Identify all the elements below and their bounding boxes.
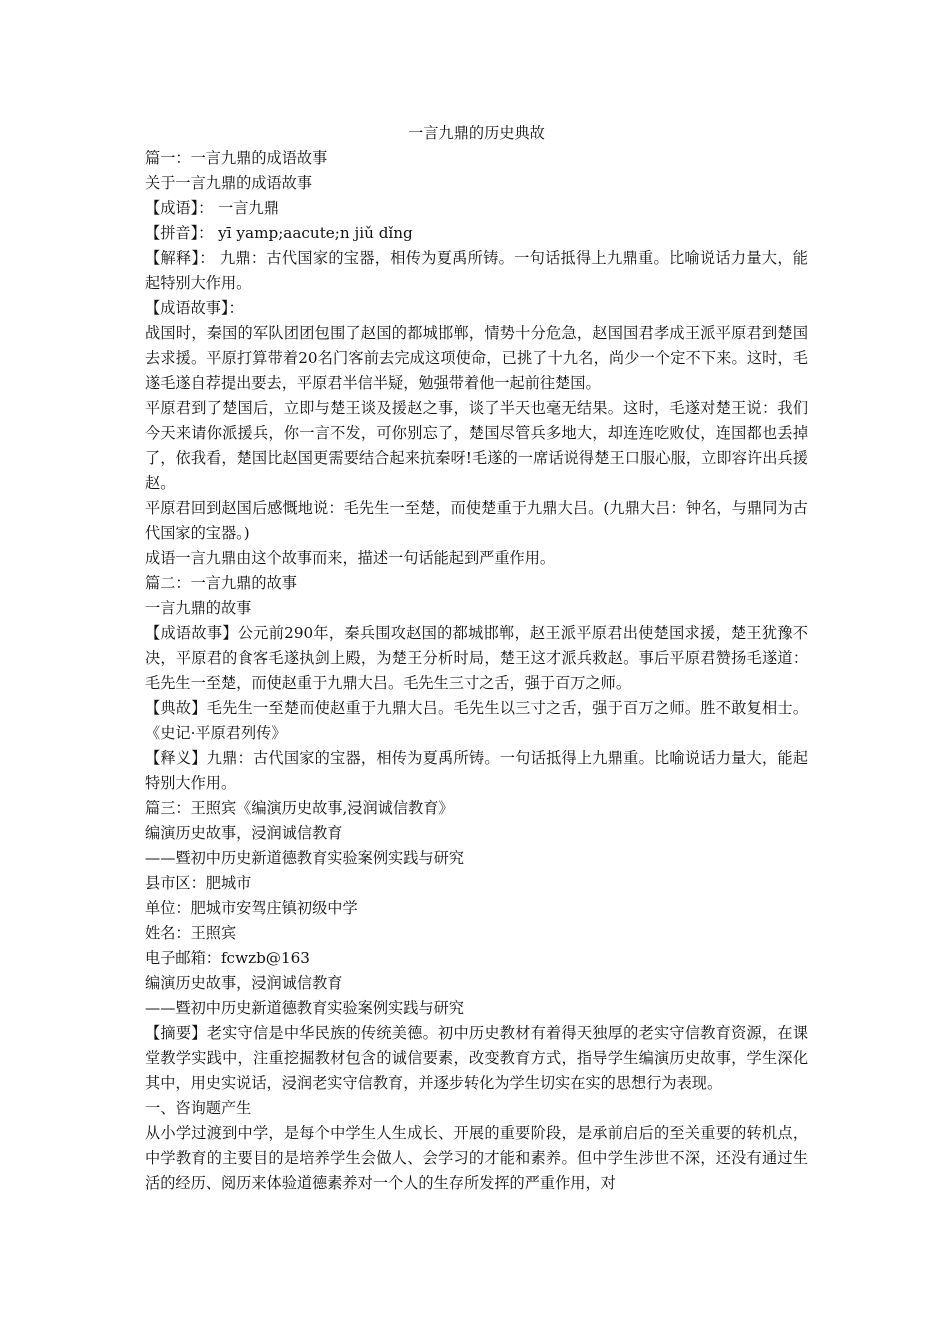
paragraph: 电子邮箱：fcwzb@163 xyxy=(145,949,310,967)
paragraph: 【拼音】： yī yamp;aacute;n jiǔ dǐng xyxy=(145,224,413,242)
paragraph: 平原君到了楚国后，立即与楚王谈及援赵之事，谈了半天也毫无结果。这时，毛遂对楚王说：我们今天来请你派援兵，你一言不发，可你别忘了，楚国尽管兵多地大，却连连吃败仗，连国都也丢掉了，依我看，楚国比赵国更需要结合起来抗秦呀!毛遂的一席话说得楚王口服心服，立即容许出兵援赵。 xyxy=(145,399,808,492)
paragraph: 从小学过渡到中学，是每个中学生人生成长、开展的重要阶段，是承前启后的至关重要的转机点，中学教育的主要目的是培养学生会做人、会学习的才能和素养。但中学生涉世不深，还没有通过生活的经历、阅历来体验道德素养对一个人的生存所发挥的严重作用，对 xyxy=(145,1124,808,1192)
paragraph: 编演历史故事，浸润诚信教育 xyxy=(145,974,343,992)
paragraph: 关于一言九鼎的成语故事 xyxy=(145,174,313,192)
paragraph: 战国时，秦国的军队团团包围了赵国的都城邯郸，情势十分危急，赵国国君孝成王派平原君到楚国去求援。平原打算带着20名门客前去完成这项使命，已挑了十九名，尚少一个定不下来。这时，毛遂毛遂自荐提出要去，平原君半信半疑，勉强带着他一起前往楚国。 xyxy=(145,324,808,392)
paragraph: 成语一言九鼎由这个故事而来，描述一句话能起到严重作用。 xyxy=(145,549,556,567)
paragraph: 【摘要】老实守信是中华民族的传统美德。初中历史教材有着得天独厚的老实守信教育资源，在课堂教学实践中，注重挖掘教材包含的诚信要素，改变教育方式，指导学生编演历史故事，学生深化其中，用史实说话，浸润老实守信教育，并逐步转化为学生切实在实的思想行为表现。 xyxy=(145,1024,808,1092)
paragraph: 一言九鼎的故事 xyxy=(145,599,252,617)
paragraph: 平原君回到赵国后感慨地说：毛先生一至楚，而使楚重于九鼎大吕。(九鼎大吕：钟名，与鼎同为古代国家的宝器。) xyxy=(145,499,808,542)
paragraph: 篇二：一言九鼎的故事 xyxy=(145,574,297,592)
paragraph: 篇三：王照宾《编演历史故事,浸润诚信教育》 xyxy=(145,799,454,817)
paragraph: 【成语】： 一言九鼎 xyxy=(145,199,279,217)
document-page xyxy=(145,121,808,1196)
paragraph: 【解释】： 九鼎：古代国家的宝器，相传为夏禹所铸。一句话抵得上九鼎重。比喻说话力量大，能起特别大作用。 xyxy=(145,249,808,292)
paragraph: 【典故】毛先生一至楚而使赵重于九鼎大吕。毛先生以三寸之舌，强于百万之师。胜不敢复相士。 《史记·平原君列传》 xyxy=(145,699,808,742)
paragraph: 【释义】九鼎：古代国家的宝器，相传为夏禹所铸。一句话抵得上九鼎重。比喻说话力量大，能起特别大作用。 xyxy=(145,749,808,792)
paragraph: ——暨初中历史新道德教育实验案例实践与研究 xyxy=(145,849,464,867)
document-title: 一言九鼎的历史典故 xyxy=(408,124,545,142)
document-body xyxy=(145,146,808,1196)
paragraph: 一、咨询题产生 xyxy=(145,1099,252,1117)
paragraph: 【成语故事】： xyxy=(145,299,244,317)
paragraph: ——暨初中历史新道德教育实验案例实践与研究 xyxy=(145,999,464,1017)
paragraph: 篇一：一言九鼎的成语故事 xyxy=(145,149,328,167)
paragraph: 单位：肥城市安驾庄镇初级中学 xyxy=(145,899,358,917)
paragraph: 【成语故事】公元前290年，秦兵围攻赵国的都城邯郸，赵王派平原君出使楚国求援，楚王犹豫不决，平原君的食客毛遂执剑上殿，为楚王分析时局，楚王这才派兵救赵。事后平原君赞扬毛遂道：毛先生一至楚，而使赵重于九鼎大吕。毛先生三寸之舌，强于百万之师。 xyxy=(145,624,808,692)
paragraph: 县市区：肥城市 xyxy=(145,874,252,892)
paragraph: 姓名：王照宾 xyxy=(145,924,237,942)
paragraph: 编演历史故事，浸润诚信教育 xyxy=(145,824,343,842)
